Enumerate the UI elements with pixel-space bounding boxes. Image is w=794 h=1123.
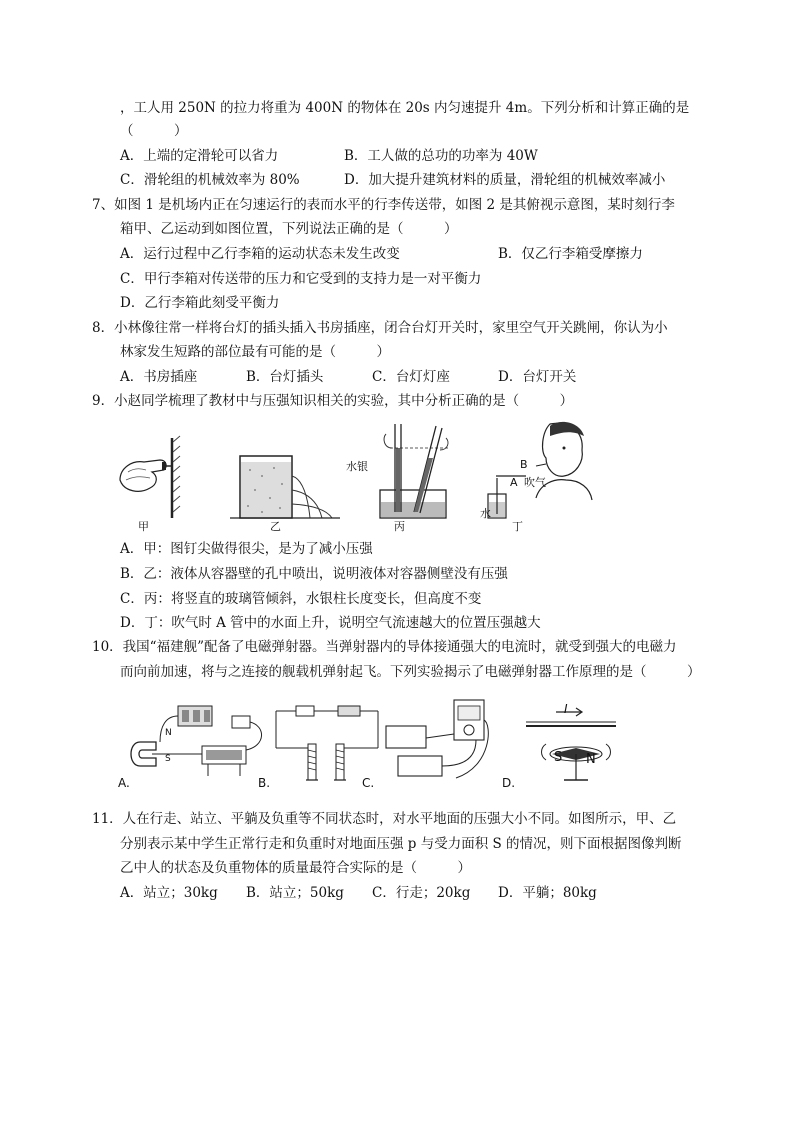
- q9-label-jia: 甲: [138, 520, 149, 533]
- q9-label-a: A: [510, 476, 518, 489]
- q10-label-c: C.: [362, 776, 375, 790]
- q8-option-d: D．台灯开关: [498, 369, 577, 385]
- q9-label-shuiyin: 水银: [346, 460, 368, 473]
- q11-stem-line1: 11．人在行走、站立、平躺及负重等不同状态时，对水平地面的压强大小不同。如图所示，甲、乙: [92, 811, 677, 827]
- q7-stem-line1: 7、如图 1 是机场内正在匀速运行的表而水平的行李传送带，如图 2 是其俯视示意图，某时刻行李: [92, 197, 675, 213]
- q9-label-bing: 丙: [394, 520, 405, 533]
- q9-option-b: B．乙：液体从容器壁的孔中喷出，说明液体对容器侧壁没有压强: [120, 566, 508, 582]
- q6-option-c: C．滑轮组的机械效率为 80%: [120, 172, 300, 188]
- q7-option-c: C．甲行李箱对传送带的压力和它受到的支持力是一对平衡力: [120, 271, 482, 287]
- q9-fig-bing-mercury-tubes: [380, 424, 450, 518]
- q10-label-d: D.: [502, 776, 516, 790]
- q10-label-compass-s: S: [554, 750, 563, 765]
- q10-label-compass-n: N: [586, 752, 596, 767]
- q10-stem-line1: 10．我国“福建舰”配备了电磁弹射器。当弹射器内的导体接通强大的电流时，就受到强大的电磁力: [92, 639, 677, 655]
- q9-option-d: D．丁：吹气时 A 管中的水面上升，说明空气流速越大的位置压强越大: [120, 615, 541, 631]
- q8-option-b: B．台灯插头: [246, 369, 324, 385]
- q7-stem-line2: 箱甲、乙运动到如图位置，下列说法正确的是（ ）: [120, 221, 458, 237]
- q9-label-shui: 水: [480, 507, 491, 520]
- q6-stem-line1: ，工人用 250N 的拉力将重为 400N 的物体在 20s 内匀速提升 4m。下列分析和计算正确的是: [120, 100, 690, 116]
- q6-option-b: B．工人做的总功的功率为 40W: [344, 148, 538, 164]
- q10-label-s: S: [165, 754, 171, 764]
- q9-stem: 9．小赵同学梳理了教材中与压强知识相关的实验，其中分析正确的是（ ）: [92, 393, 574, 409]
- q10-label-n: N: [165, 728, 172, 738]
- q6-option-a: A．上端的定滑轮可以省力: [120, 148, 279, 164]
- q9-fig-yi-water-container: [230, 456, 340, 518]
- q9-option-c: C．丙：将竖直的玻璃管倾斜，水银柱长度变长，但高度不变: [120, 591, 482, 607]
- q10-label-a: A.: [118, 776, 130, 790]
- q6-option-d: D．加大提升建筑材料的质量，滑轮组的机械效率减小: [344, 172, 666, 188]
- q10-label-b: B.: [258, 776, 271, 790]
- q9-label-chuiqi: 吹气: [524, 476, 546, 489]
- q8-stem-line2: 林家发生短路的部位最有可能的是（ ）: [120, 344, 390, 360]
- q9-label-ding: 丁: [512, 520, 523, 533]
- q11-option-d: D．平躺；80kg: [498, 885, 597, 901]
- q8-stem-line1: 8．小林像往常一样将台灯的插头插入书房插座，闭合台灯开关时，家里空气开关跳闸，你认为小: [92, 320, 668, 336]
- q10-fig-b-electromagnets: [276, 706, 378, 780]
- q7-option-b: B．仅乙行李箱受摩擦力: [498, 246, 643, 262]
- q8-option-c: C．台灯灯座: [372, 369, 450, 385]
- q10-fig-d-oersted: [526, 708, 616, 780]
- q10-fig-a-magnet-setup: [131, 706, 262, 776]
- q10-fig-c-motor-setup: [386, 700, 488, 778]
- q9-fig-ding-blowing: [488, 422, 592, 518]
- q11-option-b: B．站立；50kg: [246, 885, 344, 901]
- q9-fig-jia-thumbtack: [120, 436, 180, 518]
- q10-stem-line2: 而向前加速，将与之连接的舰载机弹射起飞。下列实验揭示了电磁弹射器工作原理的是（ ）: [120, 664, 701, 680]
- q7-option-d: D．乙行李箱此刻受平衡力: [120, 295, 280, 311]
- q7-option-a: A．运行过程中乙行李箱的运动状态未发生改变: [120, 246, 400, 262]
- q11-stem-line3: 乙中人的状态及负重物体的质量最符合实际的是（ ）: [120, 860, 471, 876]
- q11-option-a: A．站立；30kg: [120, 885, 218, 901]
- q11-stem-line2: 分别表示某中学生正常行走和负重时对地面压强 p 与受力面积 S 的情况，则下面根据图像判断: [120, 836, 682, 852]
- q9-label-yi: 乙: [270, 520, 281, 533]
- q9-label-b: B: [520, 458, 528, 471]
- q10-label-current: I: [564, 702, 568, 716]
- q11-option-c: C．行走；20kg: [372, 885, 471, 901]
- q6-answer-bracket: （ ）: [120, 123, 188, 139]
- q8-option-a: A．书房插座: [120, 369, 198, 385]
- q9-option-a: A．甲：图钉尖做得很尖，是为了减小压强: [120, 541, 373, 557]
